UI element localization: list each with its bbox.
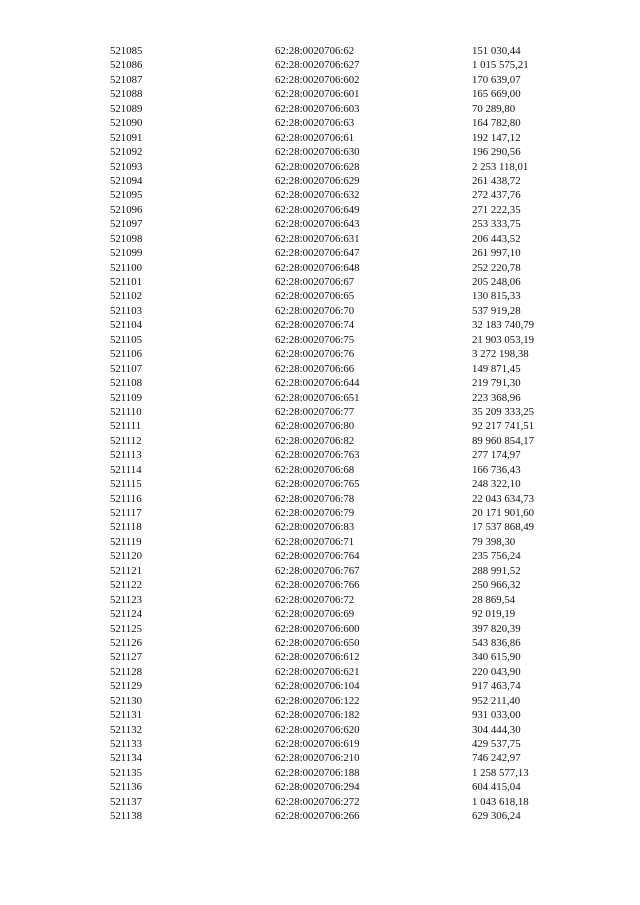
table-row	[0, 188, 640, 202]
table-row	[0, 405, 640, 419]
cadastral-number: 62:28:0020706:210	[275, 752, 360, 765]
table-row	[0, 607, 640, 621]
table-row	[0, 87, 640, 101]
row-number: 521107	[110, 362, 142, 375]
amount-value: 223 368,96	[472, 391, 521, 404]
cadastral-number: 62:28:0020706:647	[275, 247, 360, 260]
row-number: 521128	[110, 665, 142, 678]
amount-value: 28 869,54	[472, 593, 516, 606]
row-number: 521132	[110, 723, 142, 736]
cadastral-number: 62:28:0020706:70	[275, 304, 355, 317]
table-row	[0, 347, 640, 361]
table-row	[0, 751, 640, 765]
amount-value: 3 272 198,38	[472, 348, 529, 361]
row-number: 521100	[110, 261, 142, 274]
table-row	[0, 318, 640, 332]
table-row	[0, 73, 640, 87]
table-row	[0, 780, 640, 794]
cadastral-number: 62:28:0020706:649	[275, 203, 360, 216]
table-row	[0, 145, 640, 159]
row-number: 521106	[110, 348, 142, 361]
amount-value: 151 030,44	[472, 45, 521, 57]
table-row	[0, 679, 640, 693]
row-number: 521110	[110, 405, 142, 418]
row-number: 521137	[110, 795, 142, 808]
table-row	[0, 160, 640, 174]
table-row	[0, 102, 640, 116]
amount-value: 166 736,43	[472, 463, 521, 476]
cadastral-number: 62:28:0020706:80	[275, 420, 355, 433]
table-row	[0, 506, 640, 520]
cadastral-number: 62:28:0020706:188	[275, 766, 360, 779]
cadastral-number: 62:28:0020706:266	[275, 810, 360, 823]
amount-value: 70 289,80	[472, 102, 516, 115]
cadastral-number: 62:28:0020706:621	[275, 665, 360, 678]
row-number: 521123	[110, 593, 142, 606]
cadastral-number: 62:28:0020706:766	[275, 579, 360, 592]
amount-value: 192 147,12	[472, 131, 521, 144]
amount-value: 537 919,28	[472, 304, 521, 317]
row-number: 521129	[110, 680, 142, 693]
cadastral-number: 62:28:0020706:65	[275, 290, 355, 303]
table-row	[0, 520, 640, 534]
cadastral-number: 62:28:0020706:62	[275, 45, 355, 57]
amount-value: 604 415,04	[472, 781, 521, 794]
amount-value: 397 820,39	[472, 622, 521, 635]
table-row	[0, 362, 640, 376]
amount-value: 261 997,10	[472, 247, 521, 260]
row-number: 521089	[110, 102, 143, 115]
amount-value: 220 043,90	[472, 665, 521, 678]
cadastral-number: 62:28:0020706:72	[275, 593, 355, 606]
cadastral-number: 62:28:0020706:630	[275, 146, 360, 159]
amount-value: 170 639,07	[472, 73, 521, 86]
cadastral-number: 62:28:0020706:75	[275, 333, 355, 346]
cadastral-number: 62:28:0020706:631	[275, 232, 360, 245]
cadastral-number: 62:28:0020706:765	[275, 478, 360, 491]
amount-value: 17 537 868,49	[472, 521, 535, 534]
table-row	[0, 535, 640, 549]
table-row	[0, 232, 640, 246]
table-row	[0, 766, 640, 780]
row-number: 521091	[110, 131, 143, 144]
amount-value: 1 043 618,18	[472, 795, 529, 808]
cadastral-number: 62:28:0020706:627	[275, 59, 360, 72]
amount-value: 21 903 053,19	[472, 333, 535, 346]
table-row	[0, 131, 640, 145]
amount-value: 165 669,00	[472, 88, 521, 101]
row-number: 521124	[110, 608, 142, 621]
row-number: 521130	[110, 694, 142, 707]
row-number: 521131	[110, 709, 142, 722]
row-number: 521111	[110, 420, 142, 433]
amount-value: 252 220,78	[472, 261, 521, 274]
table-row	[0, 809, 640, 823]
row-number: 521120	[110, 550, 142, 563]
amount-value: 253 333,75	[472, 218, 521, 231]
amount-value: 219 791,30	[472, 377, 521, 390]
cadastral-number: 62:28:0020706:104	[275, 680, 360, 693]
cadastral-number: 62:28:0020706:644	[275, 377, 360, 390]
table-row	[0, 463, 640, 477]
row-number: 521105	[110, 333, 142, 346]
row-number: 521109	[110, 391, 142, 404]
row-number: 521087	[110, 73, 143, 86]
row-number: 521097	[110, 218, 143, 231]
cadastral-number: 62:28:0020706:76	[275, 348, 355, 361]
cadastral-number: 62:28:0020706:83	[275, 521, 355, 534]
table-row	[0, 650, 640, 664]
row-number: 521127	[110, 651, 142, 664]
cadastral-number: 62:28:0020706:182	[275, 709, 360, 722]
table-row	[0, 578, 640, 592]
row-number: 521094	[110, 174, 143, 187]
row-number: 521134	[110, 752, 142, 765]
row-number: 521113	[110, 449, 142, 462]
amount-value: 1 015 575,21	[472, 59, 529, 72]
amount-value: 429 537,75	[472, 738, 521, 750]
amount-value: 92 019,19	[472, 608, 516, 621]
table-row	[0, 304, 640, 318]
table-row	[0, 376, 640, 390]
cadastral-number: 62:28:0020706:612	[275, 651, 360, 664]
row-number: 521093	[110, 160, 143, 173]
cadastral-number: 62:28:0020706:67	[275, 276, 355, 288]
row-number: 521115	[110, 478, 142, 491]
row-number: 521116	[110, 492, 142, 505]
table-row	[0, 636, 640, 650]
table-row	[0, 419, 640, 433]
cadastral-number: 62:28:0020706:603	[275, 102, 360, 115]
row-number: 521095	[110, 189, 143, 202]
amount-value: 149 871,45	[472, 362, 521, 375]
cadastral-number: 62:28:0020706:643	[275, 218, 360, 231]
cadastral-number: 62:28:0020706:78	[275, 492, 355, 505]
amount-value: 629 306,24	[472, 810, 521, 823]
amount-value: 32 183 740,79	[472, 319, 535, 332]
table-row	[0, 477, 640, 491]
row-number: 521104	[110, 319, 142, 332]
row-number: 521101	[110, 276, 142, 288]
cadastral-number: 62:28:0020706:74	[275, 319, 355, 332]
table-row	[0, 217, 640, 231]
row-number: 521126	[110, 636, 142, 649]
cadastral-number: 62:28:0020706:602	[275, 73, 360, 86]
cadastral-number: 62:28:0020706:767	[275, 564, 360, 577]
row-number: 521112	[110, 434, 142, 447]
amount-value: 288 991,52	[472, 564, 521, 577]
table-row	[0, 737, 640, 751]
row-number: 521136	[110, 781, 142, 794]
amount-value: 272 437,76	[472, 189, 521, 202]
cadastral-number: 62:28:0020706:632	[275, 189, 360, 202]
table-row	[0, 665, 640, 679]
amount-value: 304 444,30	[472, 723, 521, 736]
amount-value: 130 815,33	[472, 290, 521, 303]
cadastral-number: 62:28:0020706:650	[275, 636, 360, 649]
cadastral-number: 62:28:0020706:71	[275, 535, 355, 548]
amount-value: 277 174,97	[472, 449, 521, 462]
cadastral-number: 62:28:0020706:651	[275, 391, 360, 404]
table-row	[0, 333, 640, 347]
row-number: 521133	[110, 738, 142, 750]
cadastral-number: 62:28:0020706:628	[275, 160, 360, 173]
cadastral-number: 62:28:0020706:69	[275, 608, 355, 621]
row-number: 521090	[110, 117, 143, 130]
table-row	[0, 564, 640, 578]
table-row	[0, 492, 640, 506]
cadastral-number: 62:28:0020706:601	[275, 88, 360, 101]
row-number: 521103	[110, 304, 142, 317]
amount-value: 952 211,40	[472, 694, 521, 707]
table-row	[0, 246, 640, 260]
amount-value: 746 242,97	[472, 752, 521, 765]
cadastral-number: 62:28:0020706:82	[275, 434, 355, 447]
table-row	[0, 622, 640, 636]
table-row	[0, 44, 640, 58]
cadastral-number: 62:28:0020706:63	[275, 117, 355, 130]
table-row	[0, 593, 640, 607]
row-number: 521117	[110, 507, 142, 519]
amount-value: 92 217 741,51	[472, 420, 535, 433]
table-row	[0, 174, 640, 188]
table-row	[0, 708, 640, 722]
row-number: 521118	[110, 521, 142, 534]
cadastral-number: 62:28:0020706:620	[275, 723, 360, 736]
table-row	[0, 116, 640, 130]
cadastral-number: 62:28:0020706:122	[275, 694, 360, 707]
table-row	[0, 694, 640, 708]
cadastral-number: 62:28:0020706:600	[275, 622, 360, 635]
row-number: 521108	[110, 377, 142, 390]
cadastral-number: 62:28:0020706:66	[275, 362, 355, 375]
row-number: 521119	[110, 535, 142, 548]
amount-value: 543 836,86	[472, 636, 521, 649]
row-number: 521138	[110, 810, 142, 823]
cadastral-number: 62:28:0020706:648	[275, 261, 360, 274]
cadastral-number: 62:28:0020706:77	[275, 405, 355, 418]
cadastral-number: 62:28:0020706:61	[275, 131, 355, 144]
amount-value: 271 222,35	[472, 203, 521, 216]
row-number: 521088	[110, 88, 143, 101]
row-number: 521096	[110, 203, 143, 216]
row-number: 521099	[110, 247, 143, 260]
row-number: 521122	[110, 579, 142, 592]
table-row	[0, 549, 640, 563]
row-number: 521125	[110, 622, 142, 635]
row-number: 521135	[110, 766, 142, 779]
amount-value: 340 615,90	[472, 651, 521, 664]
amount-value: 164 782,80	[472, 117, 521, 130]
amount-value: 35 209 333,25	[472, 405, 535, 418]
amount-value: 205 248,06	[472, 276, 521, 288]
table-row	[0, 391, 640, 405]
cadastral-number: 62:28:0020706:764	[275, 550, 360, 563]
amount-value: 1 258 577,13	[472, 766, 529, 779]
row-number: 521098	[110, 232, 143, 245]
row-number: 521085	[110, 45, 143, 57]
amount-value: 22 043 634,73	[472, 492, 535, 505]
amount-value: 89 960 854,17	[472, 434, 535, 447]
table-row	[0, 289, 640, 303]
cadastral-number: 62:28:0020706:294	[275, 781, 360, 794]
table-row	[0, 723, 640, 737]
cadastral-number: 62:28:0020706:272	[275, 795, 360, 808]
row-number: 521114	[110, 463, 142, 476]
row-number: 521086	[110, 59, 143, 72]
amount-value: 2 253 118,01	[472, 160, 529, 173]
table-row	[0, 203, 640, 217]
cadastral-number: 62:28:0020706:79	[275, 507, 355, 519]
row-number: 521092	[110, 146, 143, 159]
table-row	[0, 434, 640, 448]
row-number: 521121	[110, 564, 142, 577]
document-table	[0, 44, 640, 824]
amount-value: 79 398,30	[472, 535, 516, 548]
amount-value: 931 033,00	[472, 709, 521, 722]
amount-value: 20 171 901,60	[472, 507, 535, 519]
table-row	[0, 261, 640, 275]
cadastral-number: 62:28:0020706:629	[275, 174, 360, 187]
table-row	[0, 58, 640, 72]
amount-value: 248 322,10	[472, 478, 521, 491]
amount-value: 196 290,56	[472, 146, 521, 159]
cadastral-number: 62:28:0020706:68	[275, 463, 355, 476]
table-row	[0, 275, 640, 289]
cadastral-number: 62:28:0020706:619	[275, 738, 360, 750]
amount-value: 917 463,74	[472, 680, 521, 693]
amount-value: 235 756,24	[472, 550, 521, 563]
row-number: 521102	[110, 290, 142, 303]
amount-value: 206 443,52	[472, 232, 521, 245]
cadastral-number: 62:28:0020706:763	[275, 449, 360, 462]
amount-value: 261 438,72	[472, 174, 521, 187]
amount-value: 250 966,32	[472, 579, 521, 592]
table-row	[0, 795, 640, 809]
table-row	[0, 448, 640, 462]
